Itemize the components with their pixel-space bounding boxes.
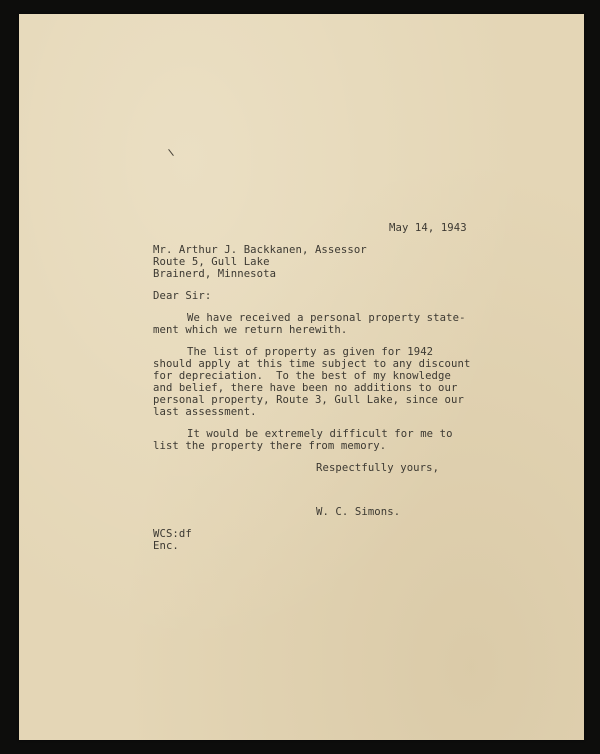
typist-initials: WCS:df	[153, 528, 192, 540]
paragraph-3-line-2: list the property there from memory.	[153, 440, 387, 452]
paragraph-1-line-1: We have received a personal property state-	[187, 312, 466, 324]
recipient-line-3: Brainerd, Minnesota	[153, 268, 277, 280]
paragraph-2-line-6: last assessment.	[153, 406, 257, 418]
paragraph-2-line-4: and belief, there have been no additions to our	[153, 382, 458, 394]
paragraph-2-line-3: for depreciation. To the best of my knowledge	[153, 370, 451, 382]
paragraph-1-line-2: ment which we return herewith.	[153, 324, 348, 336]
letter-date: May 14, 1943	[389, 222, 467, 234]
paragraph-3-line-1: It would be extremely difficult for me to	[187, 428, 453, 440]
closing: Respectfully yours,	[316, 462, 440, 474]
paragraph-2-line-2: should apply at this time subject to any discount	[153, 358, 471, 370]
recipient-line-1: Mr. Arthur J. Backkanen, Assessor	[153, 244, 367, 256]
enclosure-note: Enc.	[153, 540, 179, 552]
paragraph-2-line-1: The list of property as given for 1942	[187, 346, 434, 358]
salutation: Dear Sir:	[153, 290, 212, 302]
recipient-line-2: Route 5, Gull Lake	[153, 256, 270, 268]
signature: W. C. Simons.	[316, 506, 401, 518]
paragraph-2-line-5: personal property, Route 3, Gull Lake, since our	[153, 394, 464, 406]
